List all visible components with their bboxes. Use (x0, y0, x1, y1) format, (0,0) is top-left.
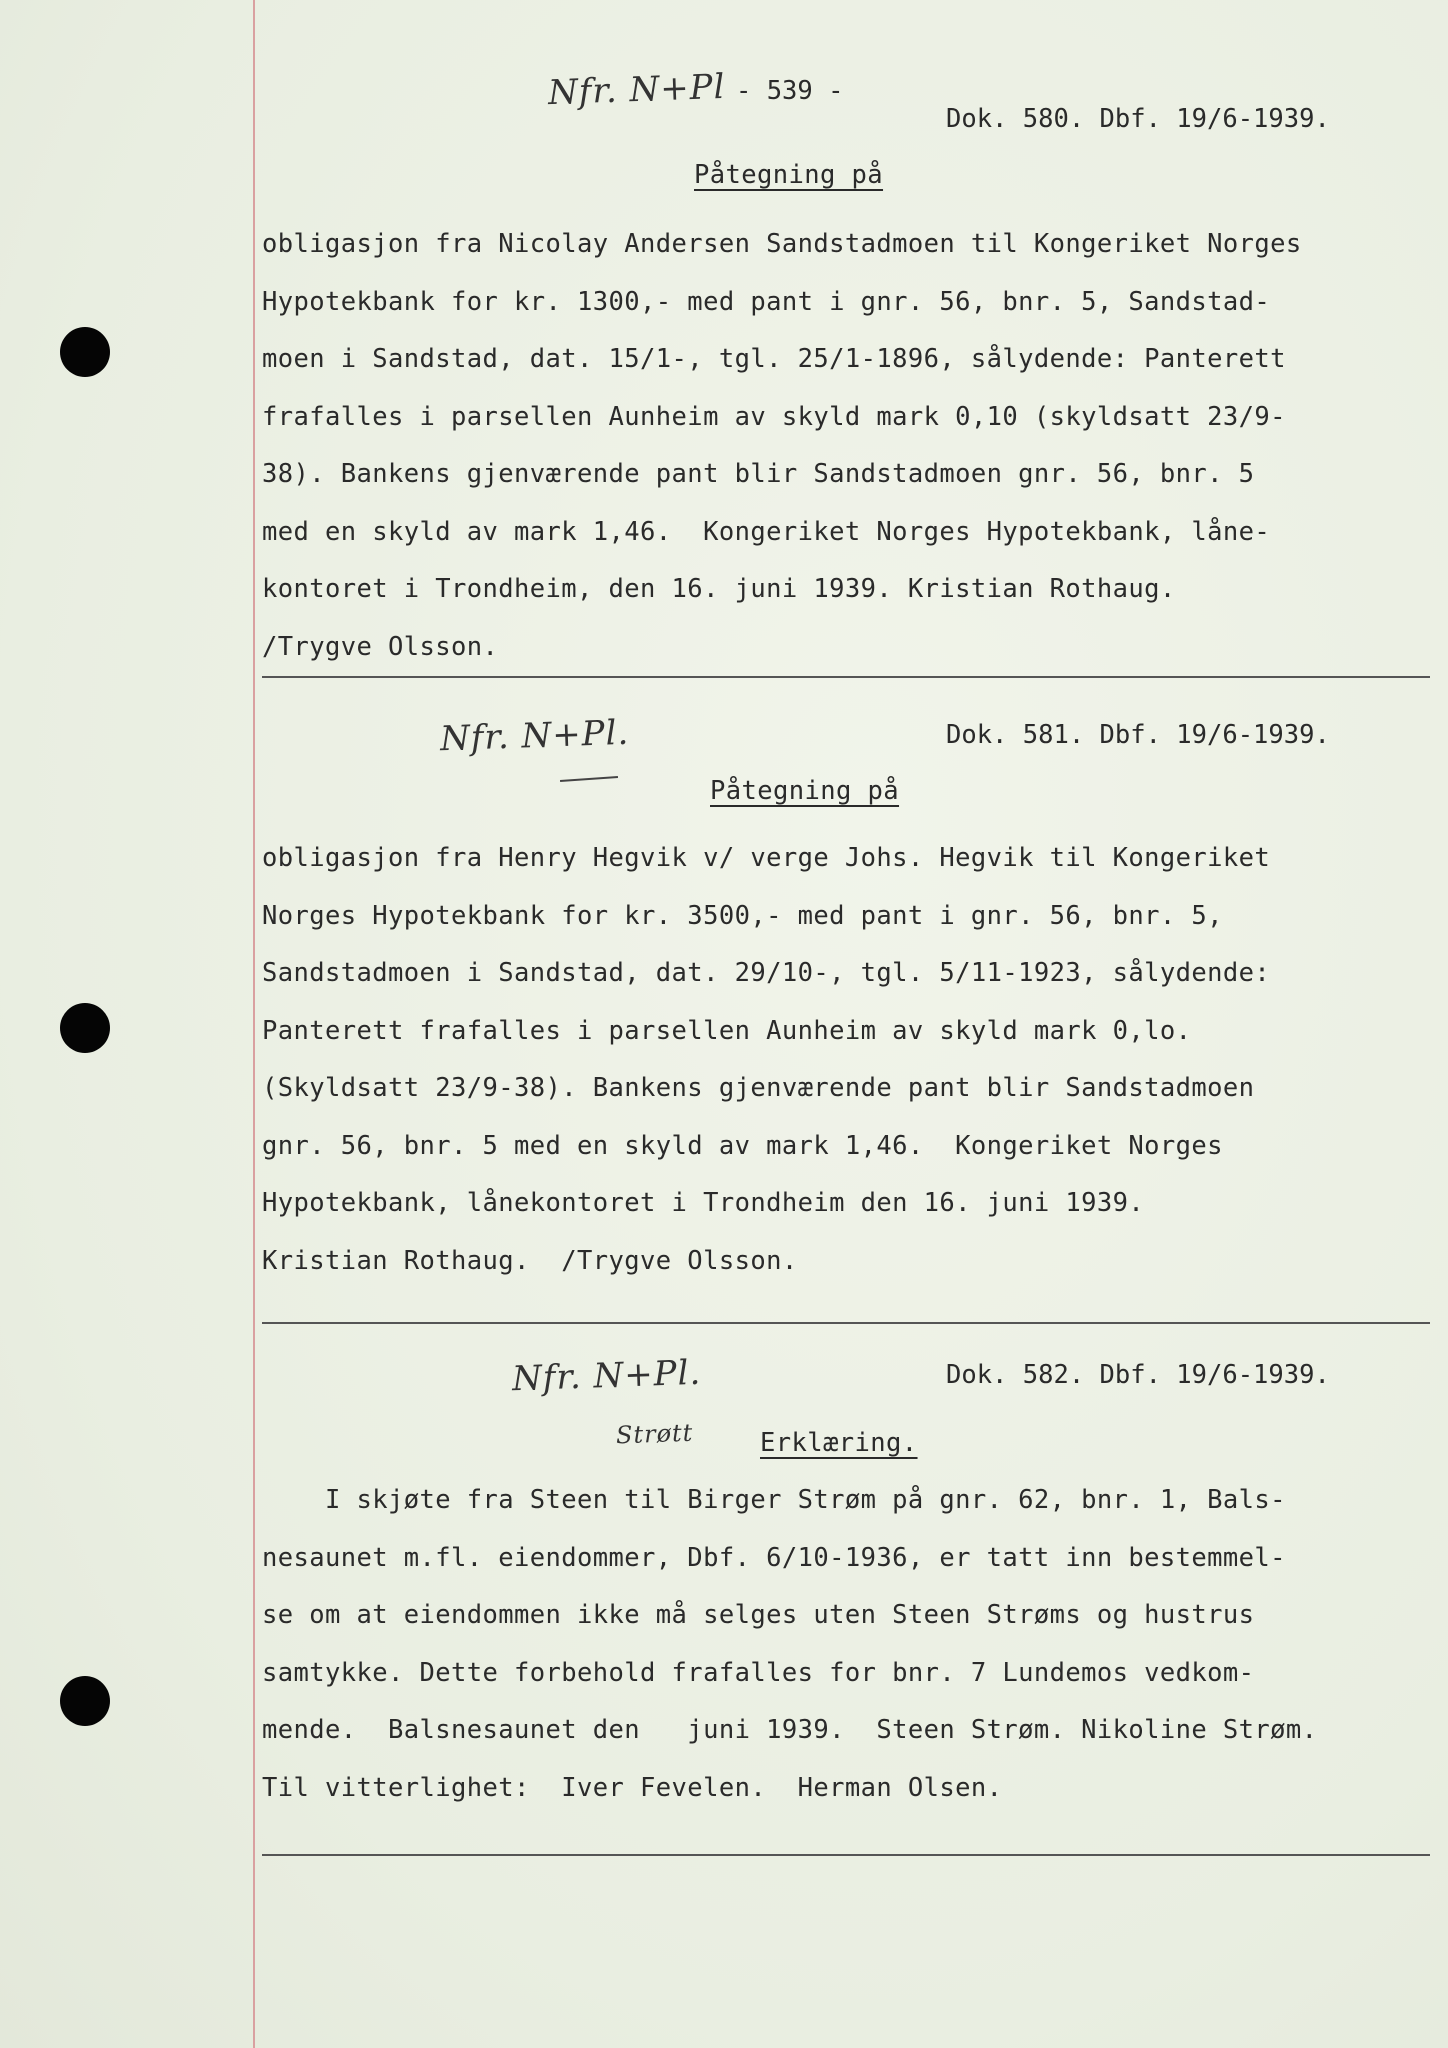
punch-hole (60, 1676, 110, 1726)
red-margin-line (253, 0, 255, 2048)
entry-separator (262, 1322, 1430, 1324)
entry-title: Erklæring. (760, 1428, 918, 1458)
entry-title: Påtegning på (694, 160, 884, 190)
doc-reference: Dok. 580. Dbf. 19/6-1939. (946, 104, 1330, 134)
entry-body: obligasjon fra Henry Hegvik v/ verge Johs. Hegvik til Kongeriket Norges Hypotekbank for kr. 3500,- med pant i gnr. 56, bnr. 5, Sandstadmoen i Sandstad, dat. 29/10-, tgl. 5/11-1923, sålydende: Panterett frafalles i parsellen Aunheim av skyld mark 0,lo. (Skyldsatt 23/9-38). Bankens gjenværende pant blir Sandstadmoen gnr. 56, bnr. 5 med en skyld av mark 1,46. Kongeriket Norges Hypotekbank, lånekontoret i Trondheim den 16. juni 1939. Kristian Rothaug. /Trygve Olsson. (262, 843, 1271, 1276)
margin-note: Nfr. N+Pl. (439, 712, 630, 760)
doc-reference: Dok. 581. Dbf. 19/6-1939. (946, 720, 1330, 750)
margin-note: Nfr. N+Pl. (511, 1352, 702, 1400)
punch-hole (60, 1003, 110, 1053)
margin-note: Nfr. N+Pl (547, 66, 727, 114)
entry-body: I skjøte fra Steen til Birger Strøm på gnr. 62, bnr. 1, Bals- nesaunet m.fl. eiendommer, Dbf. 6/10-1936, er tatt inn bestemmel- se om at eiendommen ikke må selges uten Steen Strøms og hustrus samtykke. Dette forbehold frafalles for bnr. 7 Lundemos vedkom- mende. Balsnesaunet den juni 1939. Steen Strøm. Nikoline Strøm. Til vitterlighet: Iver Fevelen. Herman Olsen. (262, 1485, 1318, 1803)
handwritten-underline (560, 776, 618, 782)
entry-separator (262, 676, 1430, 678)
handwritten-insertion: Strøtt (615, 1418, 694, 1450)
page-number: - 539 - (736, 76, 844, 106)
entry-title: Påtegning på (710, 776, 900, 806)
punch-hole (60, 327, 110, 377)
entry-body: obligasjon fra Nicolay Andersen Sandstadmoen til Kongeriket Norges Hypotekbank for kr. 1300,- med pant i gnr. 56, bnr. 5, Sandstad- moen i Sandstad, dat. 15/1-, tgl. 25/1-1896, sålydende: Panterett frafalles i parsellen Aunheim av skyld mark 0,10 (skyldsatt 23/9- 38). Bankens gjenværende pant blir Sandstadmoen gnr. 56, bnr. 5 med en skyld av mark 1,46. Kongeriket Norges Hypotekbank, låne- kontoret i Trondheim, den 16. juni 1939. Kristian Rothaug. /Trygve Olsson. (262, 229, 1302, 662)
doc-reference: Dok. 582. Dbf. 19/6-1939. (946, 1360, 1330, 1390)
entry-separator (262, 1854, 1430, 1856)
